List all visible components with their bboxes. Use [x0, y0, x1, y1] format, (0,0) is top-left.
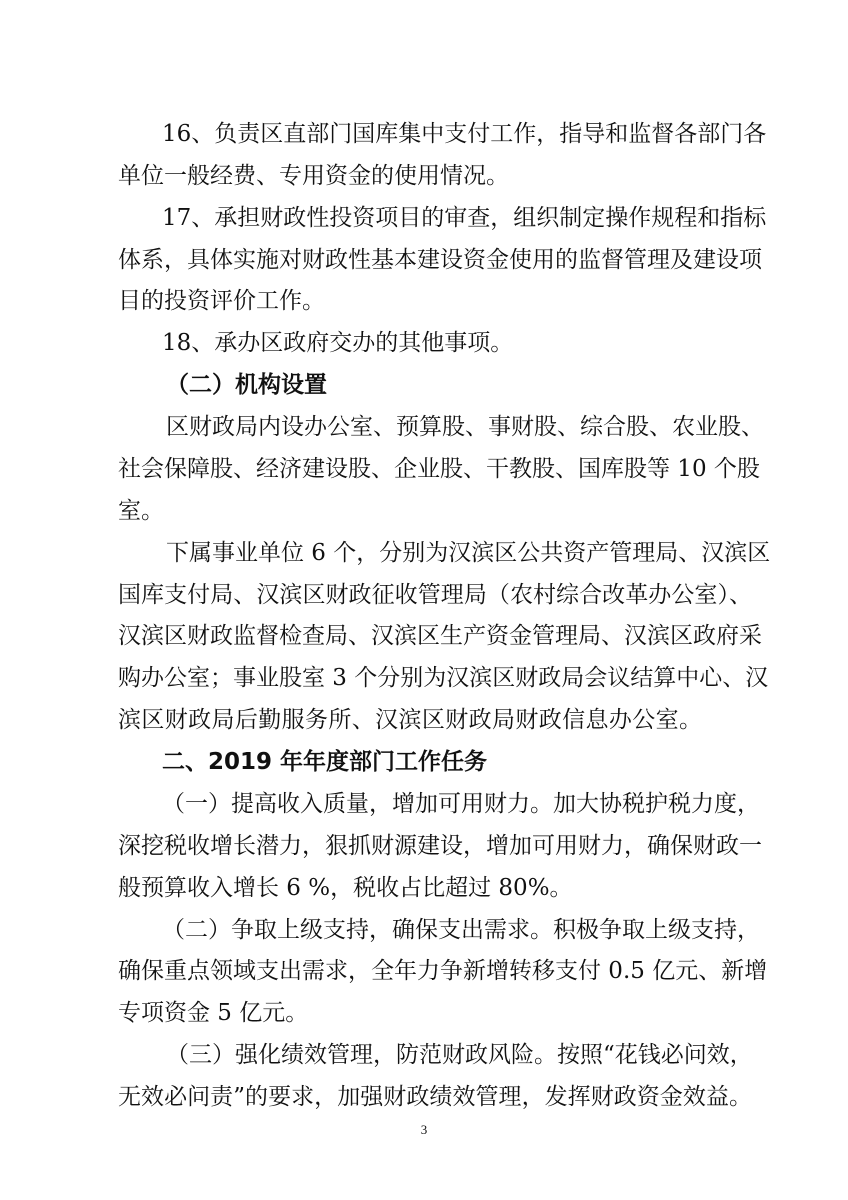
- paragraph-17-line-2: 体系，具体实施对财政性基本建设资金使用的监督管理及建设项: [118, 247, 762, 273]
- subordinate-paragraph-line-1: 下属事业单位 6 个，分别为汉滨区公共资产管理局、汉滨区: [166, 540, 771, 566]
- task-2-line-1: （二）争取上级支持，确保支出需求。积极争取上级支持，: [162, 917, 760, 943]
- task-2-line-2: 确保重点领域支出需求，全年力争新增转移支付 0.5 亿元、新增: [118, 958, 768, 984]
- subordinate-paragraph-line-4: 购办公室；事业股室 3 个分别为汉滨区财政局会议结算中心、汉: [118, 665, 769, 691]
- page-number: 3: [420, 1122, 428, 1137]
- task-3-line-2: 无效必问责”的要求，加强财政绩效管理，发挥财政资金效益。: [118, 1084, 752, 1110]
- subordinate-paragraph-line-5: 滨区财政局后勤服务所、汉滨区财政局财政信息办公室。: [118, 707, 702, 733]
- institution-paragraph-line-2: 社会保障股、经济建设股、企业股、干教股、国库股等 10 个股: [118, 456, 760, 482]
- paragraph-17-line-1: 17、承担财政性投资项目的审查，组织制定操作规程和指标: [162, 205, 767, 231]
- task-3-line-1: （三）强化绩效管理，防范财政风险。按照“花钱必问效，: [166, 1042, 753, 1068]
- subordinate-paragraph-line-3: 汉滨区财政监督检查局、汉滨区生产资金管理局、汉滨区政府采: [118, 623, 762, 649]
- subordinate-paragraph-line-2: 国库支付局、汉滨区财政征收管理局（农村综合改革办公室）、: [118, 582, 752, 608]
- task-1-line-1: （一）提高收入质量，增加可用财力。加大协税护税力度，: [162, 791, 760, 817]
- task-1-line-2: 深挖税收增长潜力，狠抓财源建设，增加可用财力，确保财政一: [118, 833, 762, 859]
- paragraph-16-line-1: 16、负责区直部门国库集中支付工作，指导和监督各部门各: [162, 121, 767, 147]
- institution-paragraph-line-1: 区财政局内设办公室、预算股、事财股、综合股、农业股、: [166, 414, 764, 440]
- document-page: 16、负责区直部门国库集中支付工作，指导和监督各部门各 单位一般经费、专用资金的使用情况。 17、承担财政性投资项目的审查，组织制定操作规程和指标 体系，具体实施对财政性基本建设资金使用的监督管理及建设项 目的投资评价工作。 18、承办区政府交办的其他事项。 （二）机构设置 区财政局内设办公室、预算股、事财股、综合股、农业股、 社会保障股、经济建设股、企业股、干教股、国库股等 10 个股 室。 下属事业单位 6 个，分别为汉滨区公共资产管理局、汉滨区 国库支付局、汉滨区财政征收管理局（农村综合改革办公室）、 汉滨区财政监督检查局、汉滨区生产资金管理局、汉滨区政府采 购办公室；事业股室 3 个分别为汉滨区财政局会议结算中心、汉 滨区财政局后勤服务所、汉滨区财政局财政信息办公室。 二、2019 年年度部门工作任务 （一）提高收入质量，增加可用财力。加大协税护税力度， 深挖税收增长潜力，狠抓财源建设，增加可用财力，确保财政一 般预算收入增长 6 %，税收占比超过 80%。 （二）争取上级支持，确保支出需求。积极争取上级支持， 确保重点领域支出需求，全年力争新增转移支付 0.5 亿元、新增 专项资金 5 亿元。 （三）强化绩效管理，防范财政风险。按照“花钱必问效， 无效必问责”的要求，加强财政绩效管理，发挥财政资金效益。 3: [0, 0, 848, 1200]
